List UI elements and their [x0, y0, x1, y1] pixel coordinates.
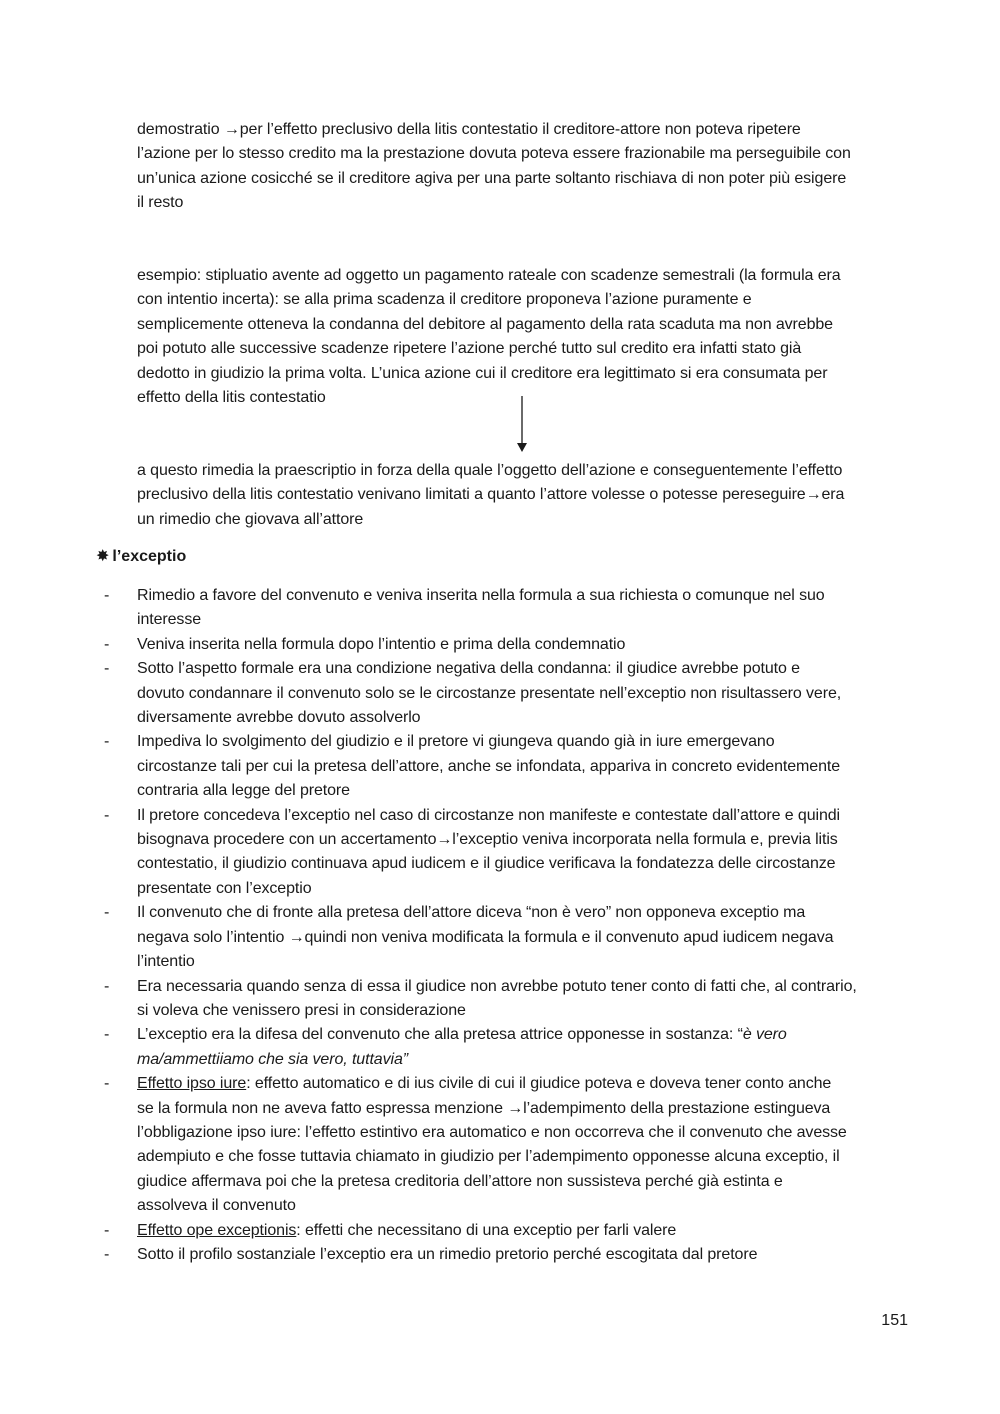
dash-bullet: - [104, 635, 110, 653]
text-line: Il convenuto che di fronte alla pretesa dell’attore diceva “non è vero” non opponeva exceptio ma [137, 904, 806, 922]
text-line: un’unica azione cosicché se il creditore agiva per una parte soltanto rischiava di non poter più esigere [137, 169, 847, 187]
text-line: Veniva inserita nella formula dopo l’intentio e prima della condemnatio [137, 635, 626, 653]
underlined-term: Effetto ipso iure [137, 1075, 247, 1093]
dash-bullet: - [104, 1075, 110, 1093]
list-item [104, 633, 914, 657]
dash-bullet: - [104, 587, 110, 604]
star-bullet-icon: ✸ [96, 548, 110, 565]
text-line: Sotto l’aspetto formale era una condizione negativa della condanna: il giudice avrebbe potuto e [137, 660, 800, 678]
text-line: Il pretore concedeva l’exceptio nel caso di circostanze non manifeste e contestate dall’attore e quindi [137, 806, 841, 824]
text-line: contraria alla legge del pretore [137, 782, 350, 800]
paragraph-demostratio [137, 118, 907, 216]
dash-bullet: - [104, 904, 110, 922]
text-line [137, 1023, 914, 1047]
text-line: l’azione per lo stesso credito ma la prestazione dovuta poteva essere frazionabile ma perseguibile con [137, 145, 851, 163]
dash-bullet: - [104, 733, 110, 751]
text-line [137, 1072, 914, 1096]
text-line: esempio: stipluatio avente ad oggetto un pagamento rateale con scadenze semestrali (la formula era [137, 267, 841, 284]
text-line: adempiuto e che fosse tuttavia chiamato in giudizio per l’adempimento opponesse alcuna exceptio, il [137, 1148, 840, 1166]
section-heading-exceptio [96, 545, 186, 569]
text-line: Impediva lo svolgimento del giudizio e il pretore vi giungeva quando già in iure emergevano [137, 733, 775, 751]
text-line: dedotto in giudizio la prima volta. L’unica azione cui il creditore era legittimato si era consumata per [137, 364, 828, 382]
dash-bullet: - [104, 977, 110, 995]
text-line: il resto [137, 194, 184, 212]
text-line: Rimedio a favore del convenuto e veniva inserita nella formula a sua richiesta o comunque nel suo [137, 587, 825, 604]
underlined-term: Effetto ope exceptionis [137, 1221, 297, 1239]
text-line: negava solo l’intentio →quindi non veniva modificata la formula e il convenuto apud iudicem negava [137, 928, 834, 946]
text-line: interesse [137, 611, 202, 629]
text-line: dovuto condannare il convenuto solo se le circostanze presentate nell’exceptio non risultassero vere, [137, 684, 842, 702]
text-run: : effetto automatico e di ius civile di cui il giudice poteva e doveva tener conto anche [246, 1075, 832, 1093]
text-line: con intentio incerta): se alla prima scadenza il creditore proponeva l’azione puramente e [137, 291, 752, 309]
dash-bullet: - [104, 1221, 110, 1239]
list-item [104, 1072, 914, 1218]
text-run: L’exceptio era la difesa del convenuto che alla pretesa attrice opponesse in sostanza: “ [137, 1026, 743, 1044]
text-line: si voleva che venissero presi in considerazione [137, 1001, 466, 1019]
text-line: se la formula non ne aveva fatto espressa menzione →l’adempimento della prestazione estingueva [137, 1099, 831, 1117]
list-item [104, 804, 914, 902]
text-line: Era necessaria quando senza di essa il giudice non avrebbe potuto tener conto di fatti che, al contrario, [137, 977, 857, 995]
text-line: effetto della litis contestatio [137, 389, 326, 407]
text-line: l’intentio [137, 953, 195, 971]
text-line: circostanze tali per cui la pretesa dell’attore, anche se infondata, appariva in concreto evidentemente [137, 757, 841, 775]
dash-bullet: - [104, 1026, 110, 1044]
page-number: 151 [881, 1312, 908, 1329]
dash-bullet: - [104, 660, 110, 678]
paragraph-praescriptio [137, 459, 907, 532]
list-item [104, 1243, 914, 1267]
text-line: Sotto il profilo sostanziale l’exceptio era un rimedio pretorio perché escogitata dal pretore [137, 1245, 758, 1263]
italic-quote: ma/ammettiiamo che sia vero, tuttavia [137, 1050, 403, 1068]
text-line: a questo rimedia la praescriptio in forza della quale l’oggetto dell’azione e conseguentemente l’effetto [137, 462, 843, 479]
text-line: l’obbligazione ipso iure: l’effetto estintivo era automatico e non occorreva che il convenuto che avesse [137, 1123, 847, 1141]
down-arrow-icon [512, 395, 532, 455]
text-line: bisognava procedere con un accertamento→l’exceptio veniva incorporata nella formula e, previa litis [137, 831, 838, 849]
text-line: demostratio →per l’effetto preclusivo della litis contestatio il creditore-attore non poteva ripetere [137, 121, 801, 138]
text-line [137, 1048, 914, 1072]
text-line: contestatio, il giudizio continuava apud iudicem e il giudice verificava la fondatezza delle circostanze [137, 855, 836, 873]
text-run: : effetti che necessitano di una exceptio per farli valere [296, 1221, 677, 1239]
list-item [104, 1023, 914, 1072]
list-item [104, 901, 914, 974]
text-line: un rimedio che giovava all’attore [137, 510, 364, 528]
paragraph-esempio [137, 264, 907, 410]
text-line: semplicemente otteneva la condanna del debitore al pagamento della rata scaduta ma non avrebbe [137, 315, 833, 333]
text-line: diversamente avrebbe dovuto assolverlo [137, 709, 421, 727]
text-line: presentate con l’exceptio [137, 879, 312, 897]
exceptio-bullet-list [104, 584, 914, 1267]
list-item [104, 584, 914, 633]
text-line: assolveva il convenuto [137, 1197, 296, 1215]
list-item [104, 730, 914, 803]
text-line: poi potuto alle successive scadenze ripetere l’azione perché tutto sul credito era infatti stato già [137, 340, 802, 358]
text-line [137, 1219, 914, 1243]
list-item [104, 657, 914, 730]
text-line: preclusivo della litis contestatio venivano limitati a quanto l’attore volesse o potesse pereseguire→era [137, 486, 845, 504]
italic-quote: è vero [742, 1026, 787, 1044]
list-item [104, 1219, 914, 1243]
list-item [104, 975, 914, 1024]
text-line: giudice affermava poi che la pretesa creditoria dell’attore non sussisteva perché già estinta e [137, 1172, 783, 1190]
text-run: ” [402, 1050, 408, 1068]
dash-bullet: - [104, 1245, 110, 1263]
dash-bullet: - [104, 806, 110, 824]
heading-text: l’exceptio [112, 548, 187, 565]
